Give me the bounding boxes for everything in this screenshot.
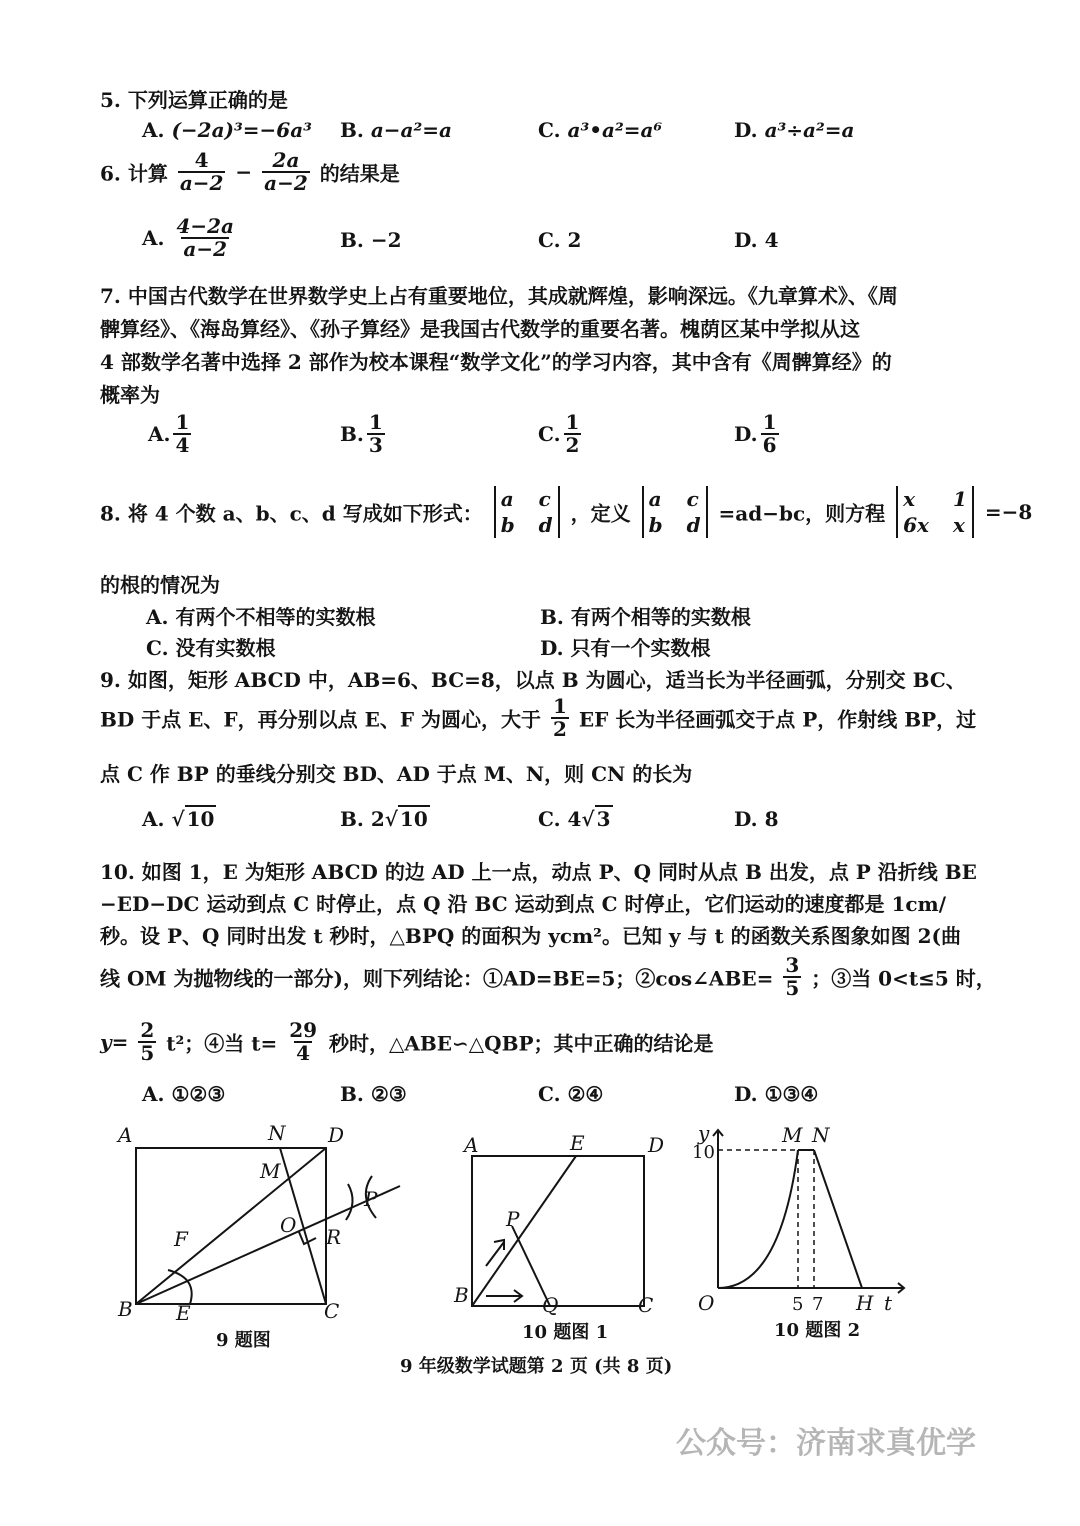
q5-option-d: D. a³÷a²=a bbox=[734, 118, 855, 142]
fig10b-label-5: 5 bbox=[792, 1294, 804, 1315]
fig10a-label-q: Q bbox=[542, 1293, 559, 1317]
q5-option-a: A. (−2a)³=−6a³ bbox=[142, 118, 312, 142]
q10-line-2: −ED−DC 运动到点 C 时停止，点 Q 沿 BC 运动到点 C 时停止，它们运动的速度都是 1cm/ bbox=[100, 892, 947, 916]
q8-option-c: C. 没有实数根 bbox=[146, 636, 276, 660]
fig10a-label-d: D bbox=[648, 1133, 665, 1157]
fig9-label-p: P bbox=[364, 1187, 378, 1211]
q9-option-d: D. 8 bbox=[734, 807, 779, 831]
determinant-1: a c b d bbox=[494, 486, 560, 538]
fig10b-label-10: 10 bbox=[692, 1142, 715, 1163]
fig9-diagonal-bd bbox=[136, 1148, 326, 1304]
q10-line-4: 线 OM 为抛物线的一部分)，则下列结论：①AD=BE=5；②cos∠ABE= $\frac{3}{5}$ ；③当 0<t≤5 时， bbox=[100, 953, 996, 1000]
fig10a-label-p: P bbox=[506, 1207, 520, 1231]
fig9-label-c: C bbox=[324, 1299, 340, 1323]
fig10a-caption: 10 题图 1 bbox=[522, 1322, 609, 1343]
fig9-label-b: B bbox=[118, 1297, 133, 1321]
determinant-2: a c b d bbox=[642, 486, 708, 538]
figure-10-2 bbox=[690, 1118, 910, 1348]
q9-line-1: 9. 如图，矩形 ABCD 中，AB=6、BC=8，以点 B 为圆心，适当长为半径画弧，分别交 BC、 bbox=[100, 668, 966, 692]
fig9-arc-p1 bbox=[346, 1184, 353, 1220]
q8-option-d: D. 只有一个实数根 bbox=[540, 636, 711, 660]
q10-line-5: y= $\frac{2}{5}$ t²；④当 t= $\frac{29}{4}$ 秒时，△ABE∽△QBP；其中正确的结论是 bbox=[100, 1018, 714, 1065]
q9-line-2: BD 于点 E、F，再分别以点 E、F 为圆心，大于 $\frac{1}{2}$ EF 长为半径画弧交于点 P，作射线 BP，过 bbox=[100, 694, 977, 741]
q6-option-d: D. 4 bbox=[734, 228, 779, 252]
fig10b-label-m: M bbox=[782, 1123, 803, 1147]
fig10a-line-be bbox=[472, 1156, 576, 1306]
q7-line-1: 7. 中国古代数学在世界数学史上占有重要地位，其成就辉煌，影响深远。《九章算术》、《周 bbox=[100, 284, 898, 308]
fig10b-label-7: 7 bbox=[812, 1294, 824, 1315]
fig10b-label-o: O bbox=[698, 1291, 715, 1315]
q8-stem: 8. 将 4 个数 a、b、c、d 写成如下形式： a c b d ，定义 a c b d =ad−bc，则方程 x 1 6x x =−8 bbox=[100, 487, 1033, 537]
fig9-label-e: E bbox=[176, 1301, 191, 1325]
fig10b-curve-om bbox=[718, 1150, 798, 1288]
fig10a-label-b: B bbox=[454, 1283, 469, 1307]
q9-line-3: 点 C 作 BP 的垂线分别交 BD、AD 于点 M、N，则 CN 的长为 bbox=[100, 762, 693, 786]
fig9-label-d: D bbox=[328, 1123, 345, 1147]
fig9-label-n: N bbox=[268, 1121, 286, 1145]
page-footer: 9 年级数学试题第 2 页 (共 8 页) bbox=[400, 1356, 673, 1377]
fig10a-label-e: E bbox=[570, 1131, 585, 1155]
fig10b-label-t: t bbox=[884, 1291, 893, 1315]
q8-option-b: B. 有两个相等的实数根 bbox=[540, 605, 751, 629]
q5-option-b: B. a−a²=a bbox=[340, 118, 452, 142]
fig10a-label-c: C bbox=[638, 1293, 654, 1317]
q6-option-c: C. 2 bbox=[538, 228, 582, 252]
fig10b-segment-nh bbox=[814, 1150, 862, 1288]
determinant-3: x 1 6x x bbox=[896, 486, 974, 538]
q7-option-b: B. $\frac{1}{3}$ bbox=[340, 410, 383, 457]
q10-line-3: 秒。设 P、Q 同时出发 t 秒时，△BPQ 的面积为 ycm²。已知 y 与 t 的函数关系图象如图 2(曲 bbox=[100, 924, 961, 948]
q7-option-d: D. $\frac{1}{6}$ bbox=[734, 410, 777, 457]
figure-9 bbox=[110, 1120, 420, 1360]
q9-option-b: B. 2√ 10 bbox=[340, 807, 428, 831]
q7-option-c: C. $\frac{1}{2}$ bbox=[538, 410, 580, 457]
q7-line-3: 4 部数学名著中选择 2 部作为校本课程“数学文化”的学习内容，其中含有《周髀算经》的 bbox=[100, 350, 892, 374]
q6-option-a: A. $\frac{4-2a}{a-2}$ bbox=[142, 214, 235, 261]
q9-option-c: C. 4√ 3 bbox=[538, 807, 611, 831]
fig10a-label-a: A bbox=[464, 1133, 479, 1157]
fig9-caption: 9 题图 bbox=[216, 1330, 271, 1351]
fig10a-rectangle bbox=[472, 1156, 644, 1306]
q10-option-c: C. ②④ bbox=[538, 1082, 604, 1106]
q7-line-4: 概率为 bbox=[100, 383, 160, 407]
figure-10-1 bbox=[450, 1130, 680, 1350]
q6-stem: 6. 计算 $\frac{4}{a-2}$ − $\frac{2a}{a-2}$ 的结果是 bbox=[100, 148, 400, 195]
q5-option-c: C. a³•a²=a⁶ bbox=[538, 118, 663, 142]
q7-line-2: 髀算经》、《海岛算经》、《孙子算经》是我国古代数学的重要名著。槐荫区某中学拟从这 bbox=[100, 317, 860, 341]
q9-option-a: A. √ 10 bbox=[142, 807, 215, 831]
q6-option-b: B. −2 bbox=[340, 228, 402, 252]
watermark: 公众号：济南求真优学 bbox=[676, 1426, 976, 1461]
q8-option-a: A. 有两个不相等的实数根 bbox=[146, 605, 376, 629]
fig9-label-m: M bbox=[260, 1159, 281, 1183]
q10-line-1: 10. 如图 1，E 为矩形 ABCD 的边 AD 上一点，动点 P、Q 同时从点 B 出发，点 P 沿折线 BE bbox=[100, 860, 977, 884]
q10-option-b: B. ②③ bbox=[340, 1082, 407, 1106]
q7-option-a: A. $\frac{1}{4}$ bbox=[148, 410, 190, 457]
q5-stem: 5. 下列运算正确的是 bbox=[100, 88, 288, 112]
fig10b-label-n: N bbox=[812, 1123, 830, 1147]
fig10b-caption: 10 题图 2 bbox=[774, 1320, 861, 1341]
q10-option-d: D. ①③④ bbox=[734, 1082, 819, 1106]
q10-option-a: A. ①②③ bbox=[142, 1082, 226, 1106]
fig10b-label-y: y bbox=[698, 1121, 710, 1145]
fig9-label-o: O bbox=[280, 1213, 297, 1237]
fig9-label-a: A bbox=[118, 1123, 133, 1147]
fig9-label-f: F bbox=[174, 1227, 188, 1251]
q8-line-2: 的根的情况为 bbox=[100, 573, 220, 597]
fig10b-label-h: H bbox=[856, 1291, 874, 1315]
fig9-label-r: R bbox=[326, 1225, 342, 1249]
